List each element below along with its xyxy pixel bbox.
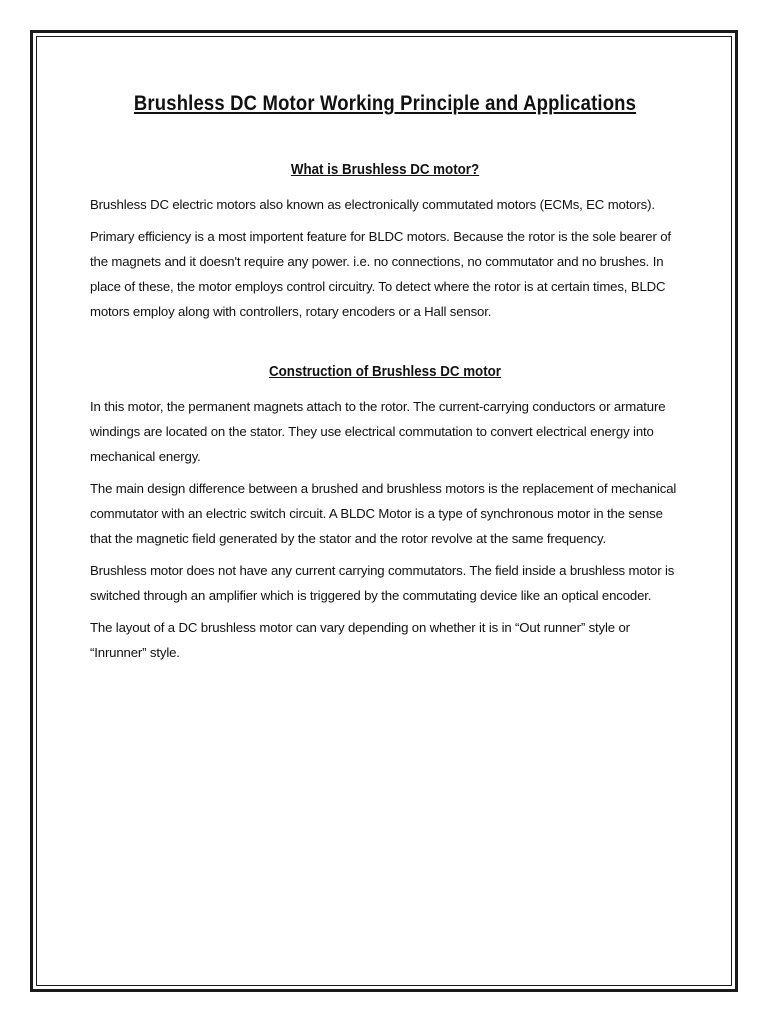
paragraph: Primary efficiency is a most importent feature for BLDC motors. Because the rotor is the sole bearer of the magnets and it doesn't require any power. i.e. no connections, no commutator and no brushes. In place of these, the motor employs control circuitry. To detect where the rotor is at certain times, BLDC motors employ along with controllers, rotary encoders or a Hall sensor. <box>90 229 671 319</box>
paragraph: Brushless DC electric motors also known as electronically commutated motors (ECMs, EC motors). <box>90 197 655 212</box>
paragraph: In this motor, the permanent magnets attach to the rotor. The current-carrying conductors or armature windings are located on the stator. They use electrical commutation to convert electrical energy into mechanical energy. <box>90 399 666 464</box>
document-title: Brushless DC Motor Working Principle and Applications <box>133 92 637 115</box>
section-construction <box>90 364 680 665</box>
section-heading-construction: Construction of Brushless DC motor <box>269 364 501 380</box>
document-body <box>90 92 680 672</box>
paragraph: Brushless motor does not have any current carrying commutators. The field inside a brushless motor is switched through an amplifier which is triggered by the commutating device like an optical encoder. <box>90 563 675 603</box>
section-what-is <box>90 162 680 324</box>
section-heading-what-is: What is Brushless DC motor? <box>290 162 480 178</box>
paragraph: The main design difference between a brushed and brushless motors is the replacement of mechanical commutator with an electric switch circuit. A BLDC Motor is a type of synchronous motor in the sense that the magnetic field generated by the stator and the rotor revolve at the same frequency. <box>90 481 677 546</box>
paragraph: The layout of a DC brushless motor can vary depending on whether it is in “Out runner” style or “Inrunner” style. <box>90 620 630 660</box>
